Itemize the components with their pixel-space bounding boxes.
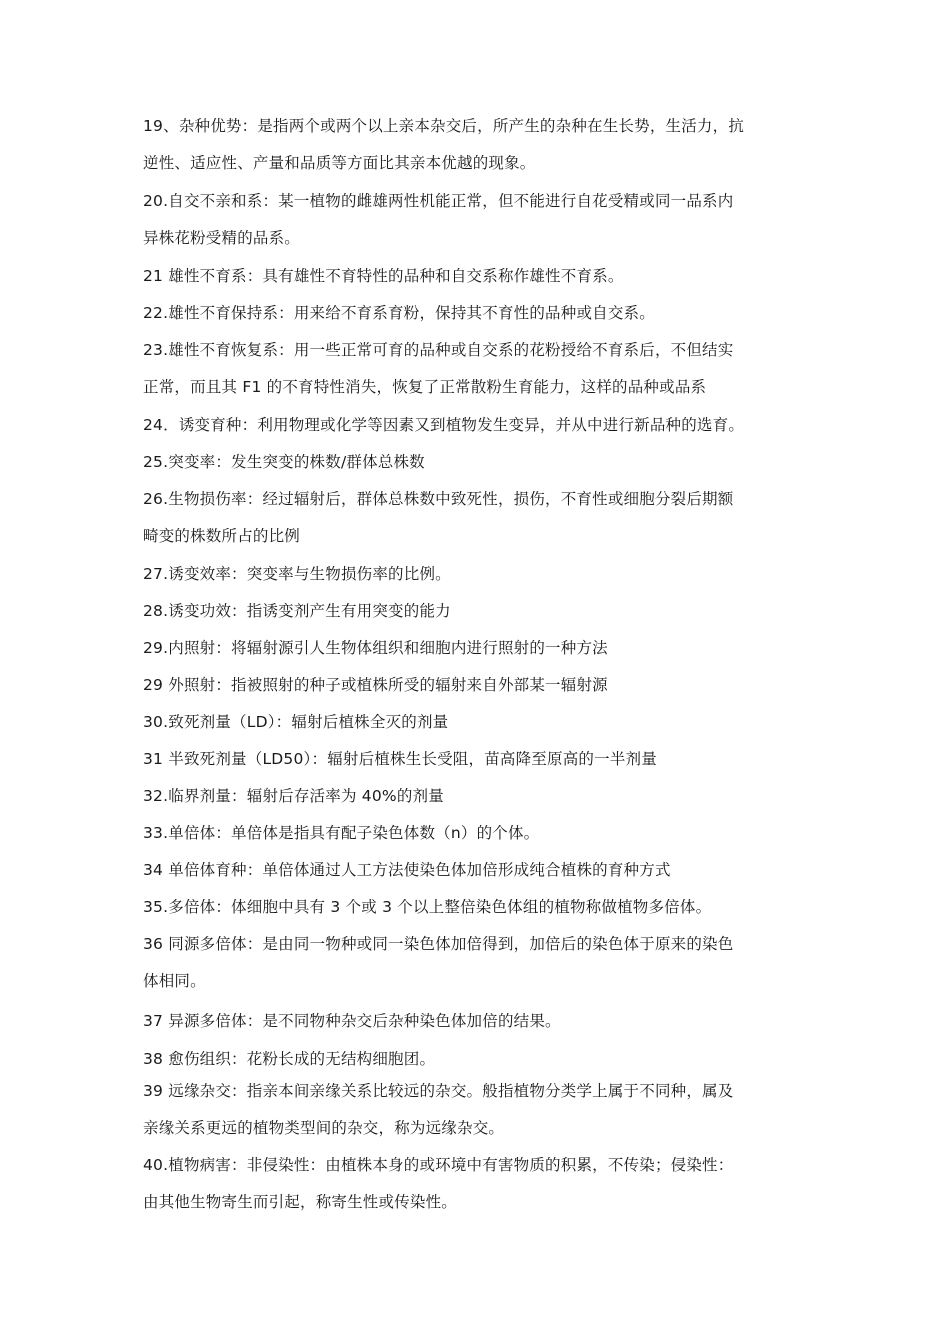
line: 35.多倍体：体细胞中具有 3 个或 3 个以上整倍染色体组的植物称做植物多倍体。 <box>143 898 712 916</box>
definition-half-lethal-dose <box>143 741 811 778</box>
definition-mutation-breeding <box>143 407 811 444</box>
definition-critical-dose <box>143 778 811 815</box>
definition-biological-damage-rate <box>143 481 811 555</box>
line: 39 远缘杂交：指亲本间亲缘关系比较远的杂交。般指植物分类学上属于不同种，属及 <box>143 1082 734 1100</box>
line: 正常，而且其 F1 的不育特性消失，恢复了正常散粉生育能力，这样的品种或品系 <box>143 378 707 396</box>
line: 37 异源多倍体：是不同物种杂交后杂种染色体加倍的结果。 <box>143 1012 561 1030</box>
definition-mutagenic-effectiveness <box>143 593 811 630</box>
line: 亲缘关系更远的植物类型间的杂交，称为远缘杂交。 <box>143 1119 505 1137</box>
line: 40.植物病害：非侵染性：由植株本身的或环境中有害物质的积累，不传染；侵染性： <box>143 1156 734 1174</box>
definition-maintainer-line <box>143 295 811 332</box>
line: 30.致死剂量（LD）：辐射后植株全灭的剂量 <box>143 713 449 731</box>
definition-external-irradiation <box>143 667 811 704</box>
line: 21 雄性不育系：具有雄性不育特性的品种和自交系称作雄性不育系。 <box>143 267 624 285</box>
definition-self-incompatible-line <box>143 183 811 257</box>
line: 38 愈伤组织：花粉长成的无结构细胞团。 <box>143 1050 436 1068</box>
definition-mutation-rate <box>143 444 811 481</box>
line: 26.生物损伤率：经过辐射后，群体总株数中致死性，损伤，不育性或细胞分裂后期额 <box>143 490 734 508</box>
definition-plant-disease <box>143 1147 811 1221</box>
line: 27.诱变效率：突变率与生物损伤率的比例。 <box>143 565 451 583</box>
definition-distant-hybridization <box>143 1073 811 1147</box>
definition-heterosis <box>143 108 811 182</box>
line: 32.临界剂量：辐射后存活率为 40%的剂量 <box>143 787 444 805</box>
definition-restorer-line <box>143 332 811 406</box>
line: 20.自交不亲和系：某一植物的雌雄两性机能正常，但不能进行自花受精或同一品系内 <box>143 192 734 210</box>
line: 畸变的株数所占的比例 <box>143 527 301 545</box>
line: 25.突变率：发生突变的株数/群体总株数 <box>143 453 425 471</box>
line: 由其他生物寄生而引起，称寄生性或传染性。 <box>143 1193 458 1211</box>
line: 29 外照射：指被照射的种子或植株所受的辐射来自外部某一辐射源 <box>143 676 608 694</box>
line: 28.诱变功效：指诱变剂产生有用突变的能力 <box>143 602 451 620</box>
line: 29.内照射：将辐射源引人生物体组织和细胞内进行照射的一种方法 <box>143 639 608 657</box>
line: 36 同源多倍体：是由同一物种或同一染色体加倍得到，加倍后的染色体于原来的染色 <box>143 935 734 953</box>
line: 23.雄性不育恢复系：用一些正常可育的品种或自交系的花粉授给不育系后，不但结实 <box>143 341 734 359</box>
line: 19、杂种优势：是指两个或两个以上亲本杂交后，所产生的杂种在生长势，生活力，抗 <box>143 117 745 135</box>
definition-allopolyploid <box>143 1003 811 1040</box>
line: 22.雄性不育保持系：用来给不育系育粉，保持其不育性的品种或自交系。 <box>143 304 655 322</box>
definition-internal-irradiation <box>143 630 811 667</box>
line: 异株花粉受精的品系。 <box>143 229 301 247</box>
line: 24．诱变育种：利用物理或化学等因素又到植物发生变异，并从中进行新品种的选育。 <box>143 416 745 434</box>
line: 33.单倍体：单倍体是指具有配子染色体数（n）的个体。 <box>143 824 540 842</box>
definition-autopolyploid <box>143 926 811 1000</box>
definition-mutagenic-efficiency <box>143 556 811 593</box>
definition-polyploid <box>143 889 811 926</box>
definition-haploid <box>143 815 811 852</box>
definition-haploid-breeding <box>143 852 811 889</box>
line: 体相同。 <box>143 972 206 990</box>
definition-lethal-dose <box>143 704 811 741</box>
definition-male-sterile-line <box>143 258 811 295</box>
line: 34 单倍体育种：单倍体通过人工方法使染色体加倍形成纯合植株的育种方式 <box>143 861 671 879</box>
line: 逆性、适应性、产量和品质等方面比其亲本优越的现象。 <box>143 154 536 172</box>
line: 31 半致死剂量（LD50）：辐射后植株生长受阻，苗高降至原高的一半剂量 <box>143 750 657 768</box>
